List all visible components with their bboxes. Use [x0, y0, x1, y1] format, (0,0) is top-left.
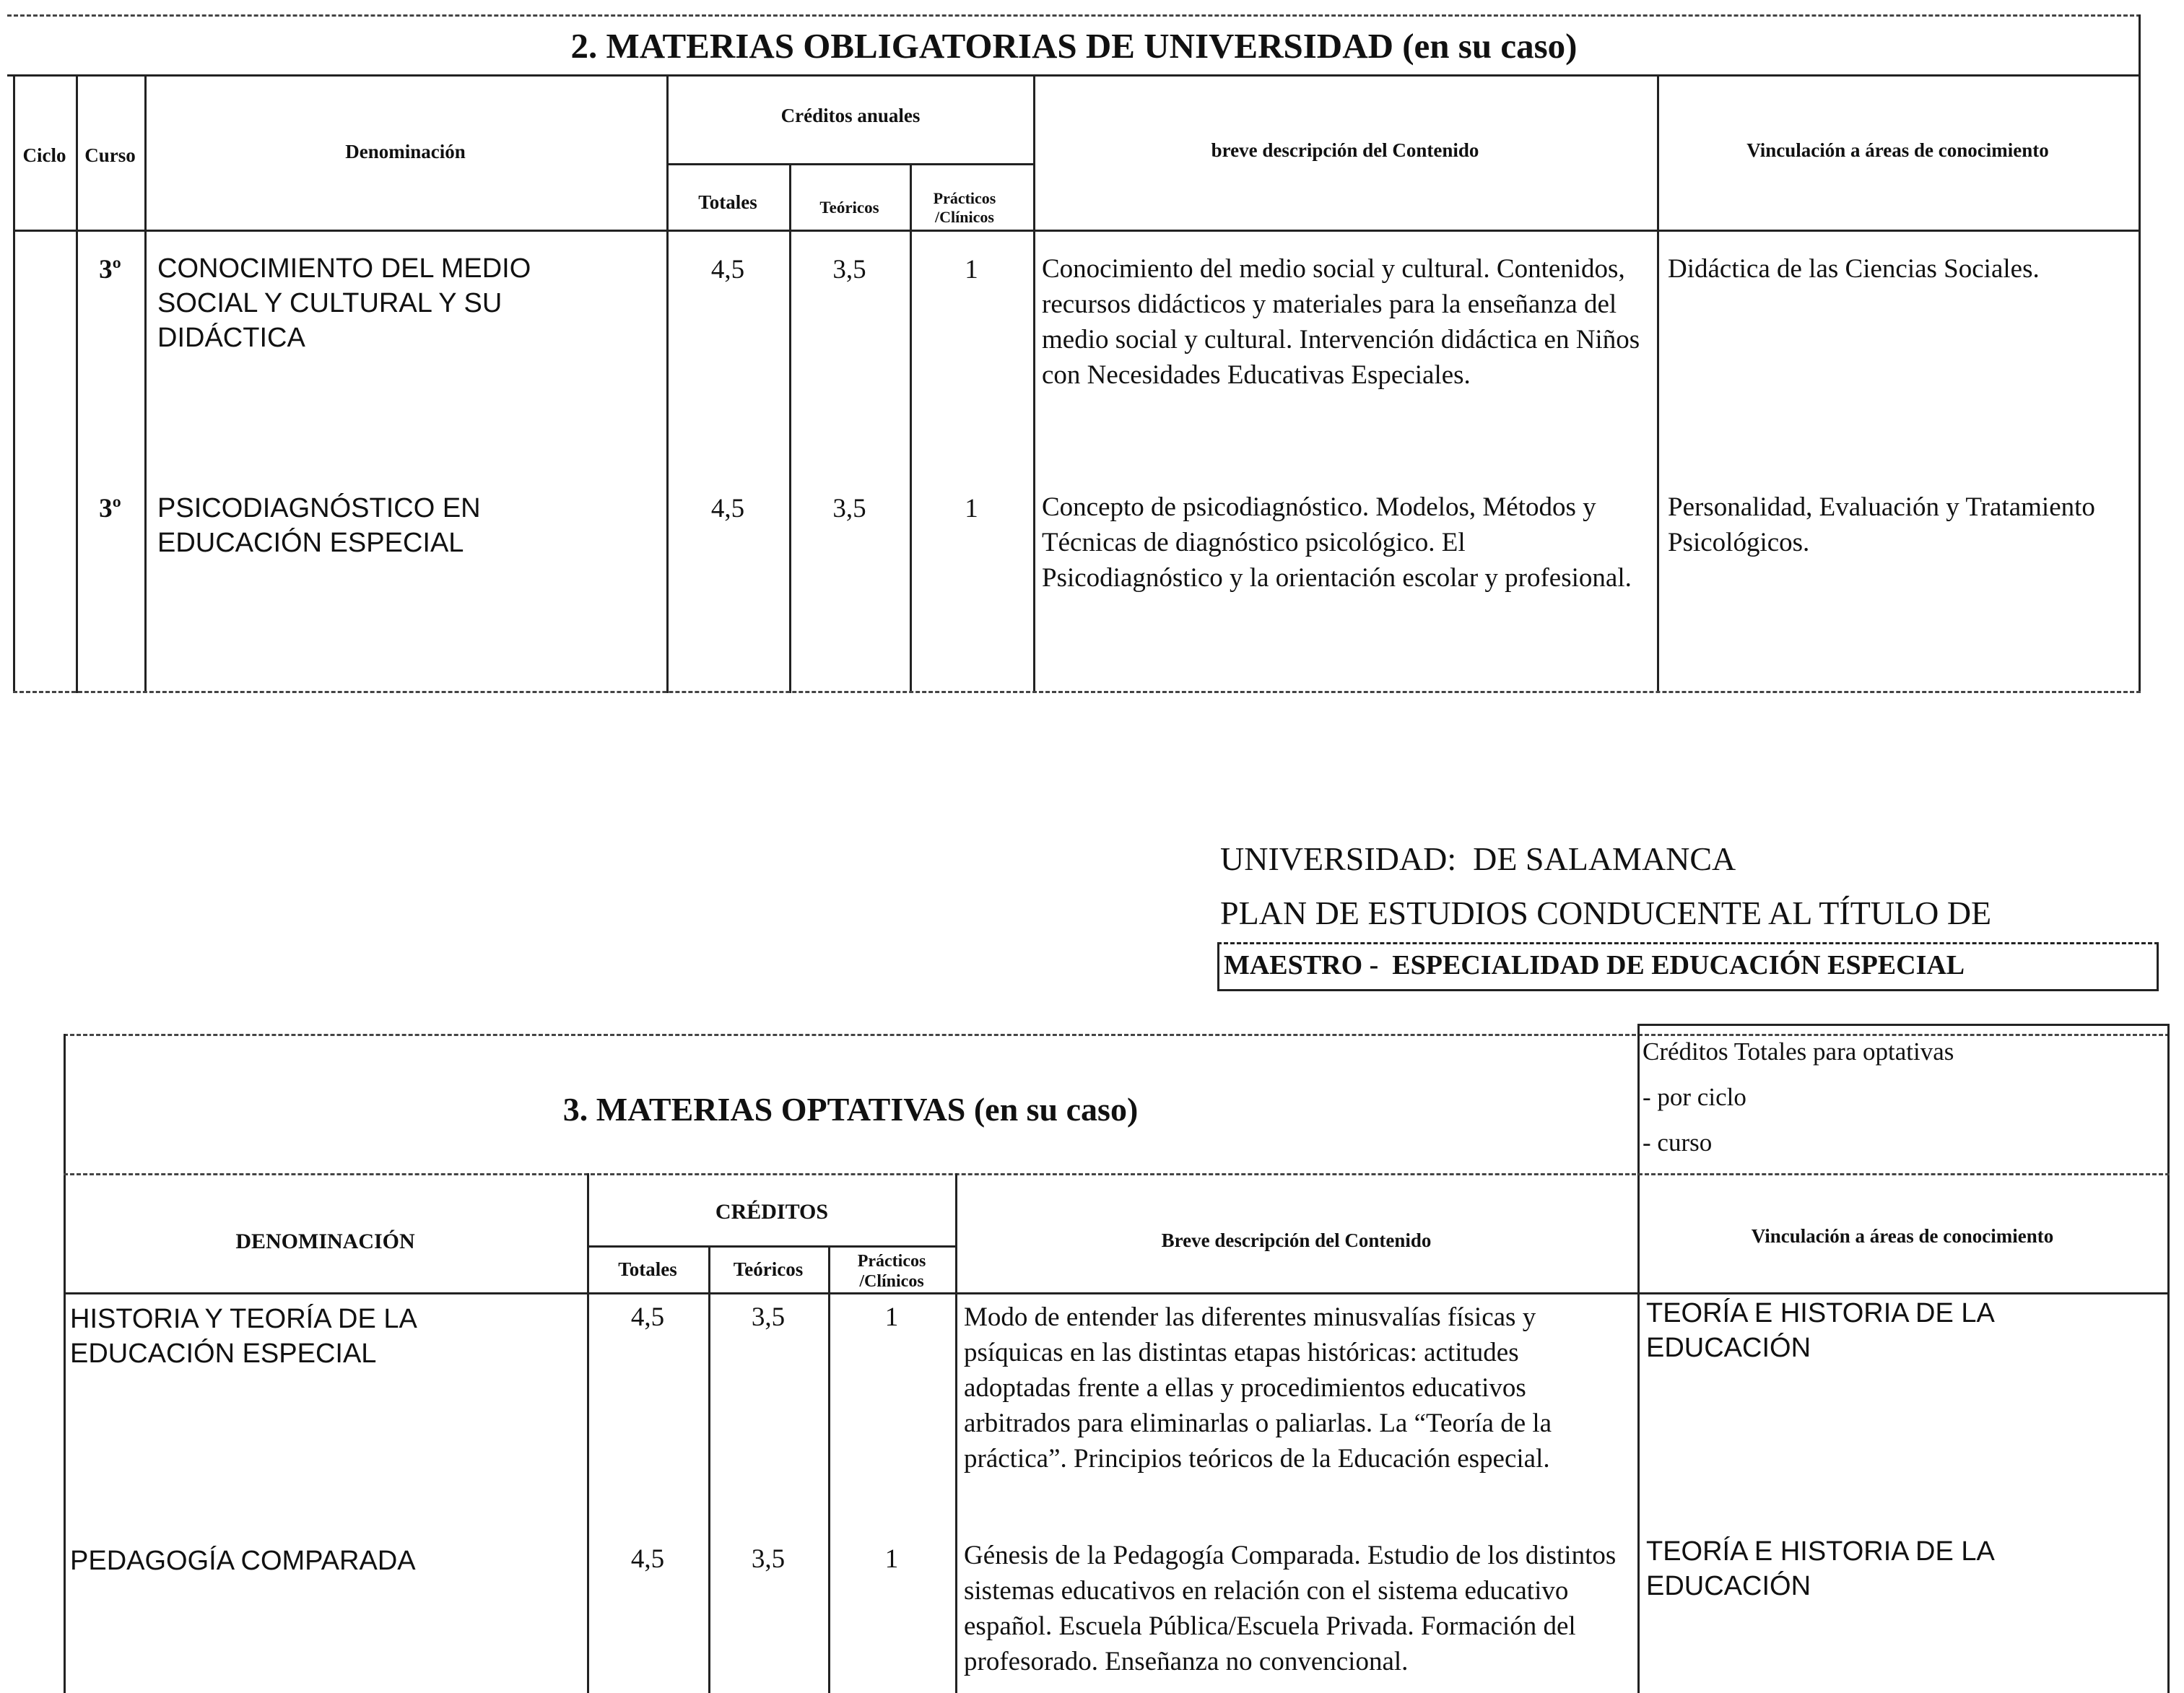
row-practicos: 1 [965, 494, 978, 523]
header-ciclo: Ciclo [22, 144, 66, 166]
row-totales: 4,5 [710, 255, 745, 284]
row-teoricos: 3,5 [751, 1302, 786, 1332]
row-vinculacion: TEORÍA E HISTORIA DE LA EDUCACIÓN [1646, 1298, 1993, 1363]
header-vinculacion: Vinculación a áreas de conocimiento [1751, 1225, 2054, 1247]
row-teoricos: 3,5 [832, 494, 866, 523]
header-denominacion: Denominación [345, 141, 466, 162]
row-teoricos: 3,5 [751, 1544, 786, 1574]
row-vinculacion: TEORÍA E HISTORIA DE LA EDUCACIÓN [1646, 1536, 1993, 1601]
curso-label: - curso [1643, 1128, 1713, 1157]
por-ciclo-label: - por ciclo [1643, 1083, 1746, 1111]
row-descripcion: Génesis de la Pedagogía Comparada. Estudio de los distintos sistemas educativos en relación con el sistema educativo español. Escuela Pública/Escuela Privada. Formación del profesorado. Enseñanza no convencional. [964, 1541, 1617, 1676]
creditos-optativas-box [1643, 1029, 2166, 1165]
header-teoricos: Teóricos [733, 1258, 804, 1280]
header-practicos: Prácticos /Clínicos [933, 189, 996, 226]
row-denominacion: CONOCIMIENTO DEL MEDIO SOCIAL Y CULTURAL Y SU DIDÁCTICA [157, 253, 531, 353]
plan-line: PLAN DE ESTUDIOS CONDUCENTE AL TÍTULO DE [1220, 895, 1992, 931]
row-totales: 4,5 [630, 1302, 665, 1332]
header-practicos: Prácticos /Clínicos [857, 1252, 926, 1291]
row-practicos: 1 [884, 1544, 899, 1574]
creditos-optativas-label: Créditos Totales para optativas [1643, 1037, 1954, 1066]
row-vinculacion: Didáctica de las Ciencias Sociales. [1668, 254, 2040, 284]
row-curso: 3º [99, 255, 121, 284]
row-totales: 4,5 [630, 1544, 665, 1574]
row-denominacion: PSICODIAGNÓSTICO EN EDUCACIÓN ESPECIAL [157, 493, 481, 558]
row-practicos: 1 [884, 1302, 899, 1332]
header-creditos-anuales: Créditos anuales [780, 105, 921, 126]
row-vinculacion: Personalidad, Evaluación y Tratamiento Psicológicos. [1668, 492, 2095, 557]
header-denominacion: DENOMINACIÓN [235, 1230, 415, 1253]
row-totales: 4,5 [710, 494, 745, 523]
section3-title: 3. MATERIAS OPTATIVAS (en su caso) [562, 1091, 1139, 1128]
row-descripcion: Modo de entender las diferentes minusvalías físicas y psíquicas en las distintas etapas históricas: actitudes adoptadas frente a ellas y procedimientos educativos arbitrados para eliminarlas o paliarlas. La “Teoría de la práctica”. Principios teóricos de la Educación especial. [964, 1302, 1552, 1474]
row-denominacion: PEDAGOGÍA COMPARADA [70, 1546, 416, 1576]
header-vinculacion: Vinculación a áreas de conocimiento [1746, 139, 2049, 161]
section2-title: 2. MATERIAS OBLIGATORIAS DE UNIVERSIDAD (en su caso) [570, 26, 1578, 66]
row-practicos: 1 [965, 255, 978, 284]
header-descripcion: Breve descripción del Contenido [1161, 1230, 1432, 1251]
row-curso: 3º [99, 494, 121, 523]
header-descripcion: breve descripción del Contenido [1211, 139, 1479, 161]
header-totales: Totales [618, 1258, 677, 1280]
row-teoricos: 3,5 [832, 255, 866, 284]
row-descripcion: Conocimiento del medio social y cultural. Contenidos, recursos didácticos y materiales para la enseñanza del medio social y cultural. Intervención didáctica en Niños con Necesidades Educativas Especiales. [1042, 254, 1640, 390]
row-denominacion: HISTORIA Y TEORÍA DE LA EDUCACIÓN ESPECIAL [70, 1304, 416, 1369]
row-descripcion: Concepto de psicodiagnóstico. Modelos, Métodos y Técnicas de diagnóstico psicológico. El Psicodiagnóstico y la orientación escolar y profesional. [1042, 492, 1632, 593]
header-curso: Curso [84, 144, 136, 166]
titulo-line: MAESTRO - ESPECIALIDAD DE EDUCACIÓN ESPECIAL [1224, 950, 1965, 980]
universidad-line: UNIVERSIDAD: DE SALAMANCA [1220, 840, 1736, 877]
header-creditos: CRÉDITOS [715, 1200, 829, 1224]
header-totales: Totales [698, 191, 757, 213]
header-teoricos: Teóricos [819, 199, 879, 217]
